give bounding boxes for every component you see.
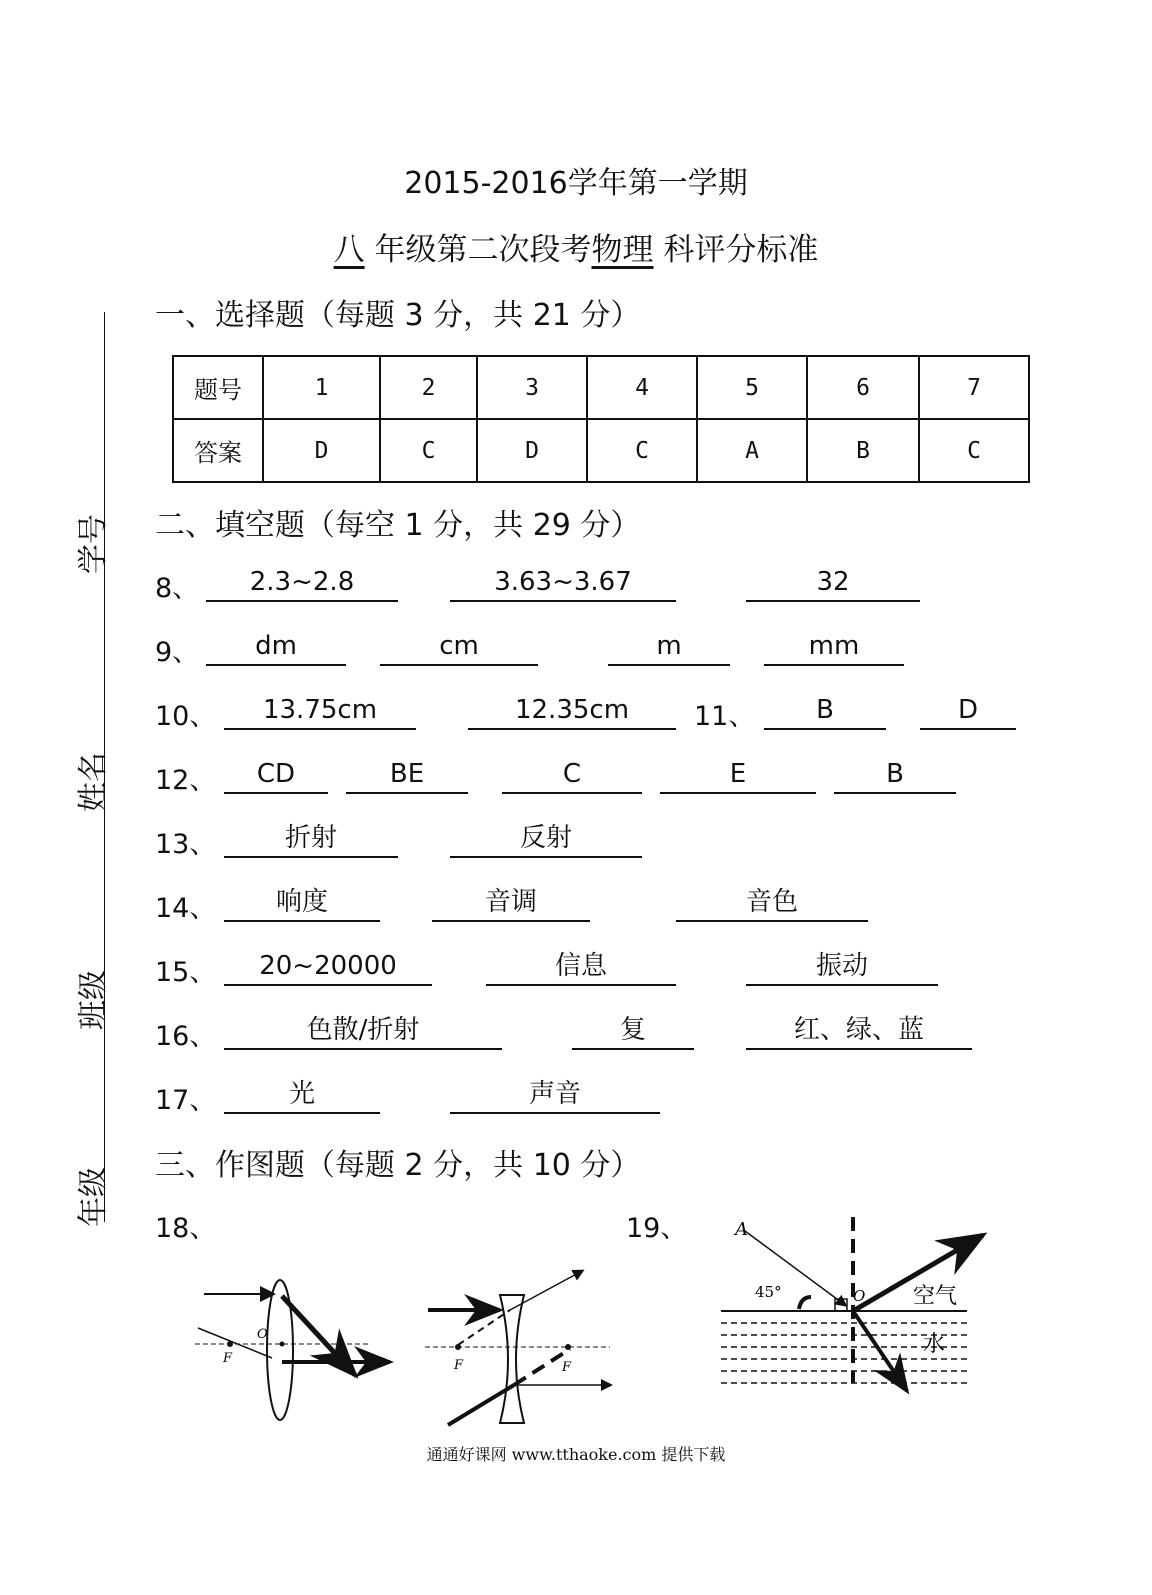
answer-blank: 音色 [676,884,868,922]
answer-blank: 光 [224,1076,380,1114]
diagram-label-f: F [223,1351,233,1366]
row-header: 题号 [173,356,263,419]
answer-table [172,355,1030,483]
table-cell: A [697,419,807,482]
diagram-label-o: O [257,1327,268,1342]
answer-blank: 20~20000 [224,948,432,986]
answer-blank: 振动 [746,948,938,986]
question-number: 12、 [155,765,217,796]
answer-blank: 13.75cm [224,692,416,730]
side-label-class: 班级 [76,970,111,1030]
side-label-name: 姓名 [76,752,111,812]
answer-blank: B [764,692,886,730]
question-number: 8、 [155,573,200,604]
question-number: 17、 [155,1085,217,1116]
table-cell: 3 [477,356,587,419]
table-cell: D [263,419,380,482]
diagram-label-a: A [735,1219,748,1240]
answer-blank: B [834,756,956,794]
answer-blank: dm [206,628,346,666]
diagram-label-o: O [853,1287,866,1305]
answer-blank: 声音 [450,1076,660,1114]
table-cell: 7 [919,356,1029,419]
footer-text: 通通好课网 www.tthaoke.com 提供下载 [426,1445,726,1464]
document-title: 2015-2016学年第一学期 [404,166,748,201]
table-cell: 6 [807,356,919,419]
question-number: 13、 [155,829,217,860]
table-cell: 1 [263,356,380,419]
answer-blank: mm [764,628,904,666]
answer-blank: cm [380,628,538,666]
convex-lens-diagram [190,1270,400,1435]
answer-blank: D [920,692,1016,730]
section-3-title: 三、作图题（每题 2 分，共 10 分） [155,1148,641,1183]
table-cell: B [807,419,919,482]
question-number: 19、 [626,1213,688,1244]
diagram-label-angle: 45° [755,1283,782,1301]
question-number: 18、 [155,1213,217,1244]
table-cell: 4 [587,356,697,419]
refraction-diagram [715,1205,990,1400]
question-number: 9、 [155,637,200,668]
answer-blank: m [608,628,730,666]
table-cell: 5 [697,356,807,419]
answer-blank: C [502,756,642,794]
answer-blank: 色散/折射 [224,1012,502,1050]
diagram-label-f: F [454,1358,464,1373]
standard-label: 科评分标准 [663,232,819,268]
diagram-label-water: 水 [923,1332,946,1357]
question-number: 16、 [155,1021,217,1052]
table-cell: C [919,419,1029,482]
answer-blank: 信息 [486,948,676,986]
question-number: 14、 [155,893,217,924]
grade-value: 八 [333,232,365,268]
answer-blank: 响度 [224,884,380,922]
answer-blank: 32 [746,564,920,602]
answer-blank: 3.63~3.67 [450,564,676,602]
side-label-grade: 年级 [76,1167,111,1227]
concave-lens-diagram [420,1265,630,1435]
answer-blank: BE [346,756,468,794]
answer-blank: 复 [572,1012,694,1050]
answer-blank: E [660,756,816,794]
answer-blank: 2.3~2.8 [206,564,398,602]
answer-blank: 音调 [432,884,590,922]
lens-shape [500,1295,524,1423]
table-cell: C [380,419,477,482]
table-cell: 2 [380,356,477,419]
section-2-title: 二、填空题（每空 1 分，共 29 分） [155,508,641,543]
document-subtitle [0,224,1152,269]
side-label-student-no: 学号 [76,514,111,574]
subject-value: 物理 [591,232,654,268]
table-cell: D [477,419,587,482]
diagram-label-f: F [562,1360,572,1375]
answer-blank: 红、绿、蓝 [746,1012,972,1050]
table-row [173,419,1029,482]
exam-name: 年级第二次段考 [374,232,592,268]
table-row [173,356,1029,419]
answer-blank: 12.35cm [468,692,676,730]
question-number: 10、 [155,701,217,732]
answer-blank: 折射 [224,820,398,858]
section-1-title: 一、选择题（每题 3 分，共 21 分） [155,298,641,333]
question-number: 15、 [155,957,217,988]
answer-blank: 反射 [450,820,642,858]
table-cell: C [587,419,697,482]
question-number: 11、 [694,701,756,732]
row-header: 答案 [173,419,263,482]
diagram-label-air: 空气 [913,1284,958,1309]
answer-blank: CD [224,756,328,794]
